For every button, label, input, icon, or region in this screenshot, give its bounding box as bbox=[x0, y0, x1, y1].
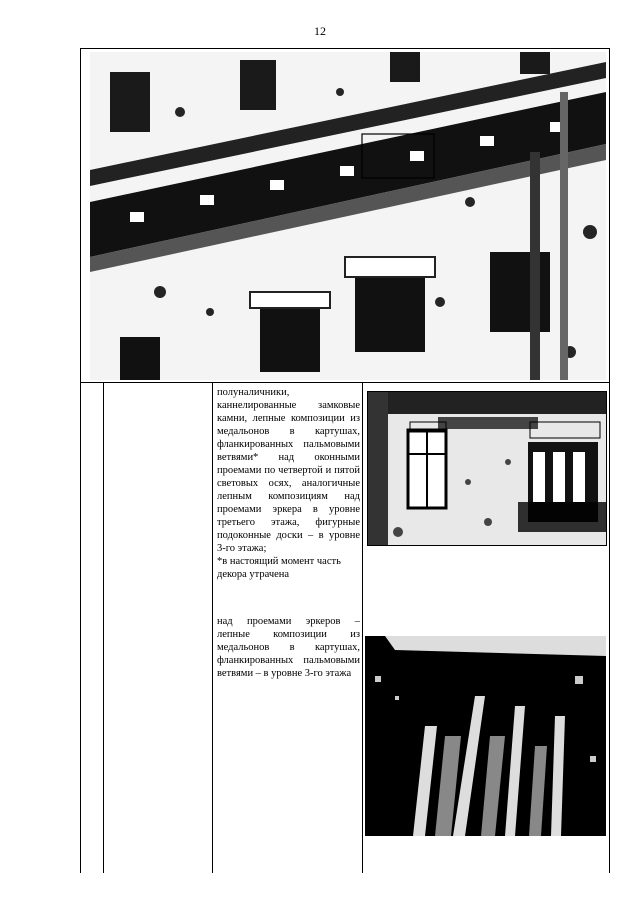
description-column bbox=[217, 386, 360, 680]
table-border-left bbox=[80, 48, 81, 873]
table-border-right bbox=[609, 48, 610, 873]
bay-window-photo-image bbox=[365, 636, 606, 836]
facade-photo-main bbox=[90, 52, 606, 380]
table-border-top bbox=[80, 48, 610, 49]
window-detail-photo-image bbox=[368, 392, 606, 545]
paragraph-gap bbox=[217, 581, 360, 615]
table-row-divider bbox=[80, 382, 610, 383]
description-paragraph-2: над проемами эркеров – лепные композиции из медальонов в картушах, фланкированных пальмовыми ветвями – в уровне 3-го этажа bbox=[217, 616, 360, 679]
table-column-divider-1 bbox=[103, 383, 104, 873]
page-number: 12 bbox=[314, 24, 326, 38]
description-paragraph-1: полуналичники, каннелированные замковые камни, лепные композиции из медальонов в картушах, фланкированных пальмовыми ветвями* над оконными проемами по четвертой и пятой световых осях, аналогичные лепным композициям над проемами эркера в уровне третьего этажа, фигурные подоконные доски – в уровне 3-го этажа; bbox=[217, 387, 360, 554]
bay-window-photo bbox=[365, 636, 606, 836]
window-detail-photo bbox=[367, 391, 607, 546]
table-column-divider-2 bbox=[212, 383, 213, 873]
footnote: *в настоящий момент часть декора утрачена bbox=[217, 556, 341, 580]
facade-photo-main-image bbox=[90, 52, 606, 380]
table-column-divider-3 bbox=[362, 383, 363, 873]
